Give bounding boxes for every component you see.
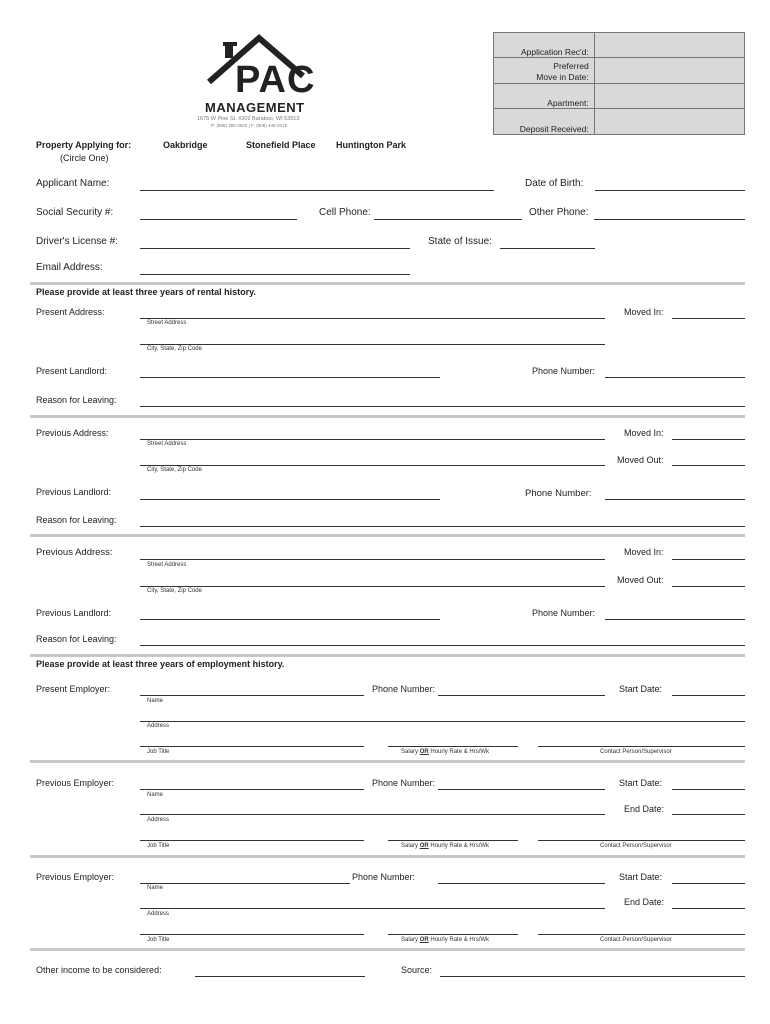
employer-name-field[interactable]	[140, 695, 364, 696]
salary-field[interactable]	[388, 840, 518, 841]
landlord-phone-label: Phone Number:	[525, 488, 592, 499]
previous-employer-label: Previous Employer:	[36, 778, 115, 788]
dob-field[interactable]	[595, 190, 745, 191]
office-use-table	[493, 32, 745, 135]
source-field[interactable]	[440, 976, 745, 977]
deposit-received-label: Deposit Received:	[494, 109, 595, 135]
application-recd-label: Application Rec'd:	[494, 33, 595, 58]
previous-city-field[interactable]	[140, 465, 605, 466]
landlord-phone-field[interactable]	[605, 377, 745, 378]
logo-address: 1675 W Pine St. #202 Baraboo, WI 53913	[197, 116, 300, 122]
reason-leaving-label: Reason for Leaving:	[36, 395, 117, 405]
property-option-stonefield[interactable]: Stonefield Place	[246, 140, 316, 150]
landlord-phone-field[interactable]	[605, 499, 745, 500]
present-street-field[interactable]	[140, 318, 605, 319]
ssn-field[interactable]	[140, 219, 297, 220]
cell-phone-label: Cell Phone:	[319, 207, 371, 218]
previous-landlord-label: Previous Landlord:	[36, 487, 112, 497]
cell-phone-field[interactable]	[374, 219, 522, 220]
section-divider	[30, 415, 745, 418]
logo-pac: PAC	[235, 59, 316, 101]
employer-name-field[interactable]	[140, 789, 364, 790]
moved-in-label: Moved In:	[624, 547, 664, 557]
reason-leaving-field[interactable]	[140, 526, 745, 527]
employer-phone-label: Phone Number:	[372, 778, 436, 788]
reason-leaving-field[interactable]	[140, 406, 745, 407]
company-logo	[195, 34, 335, 134]
end-date-field[interactable]	[672, 908, 745, 909]
previous-street-field[interactable]	[140, 439, 605, 440]
salary-caption: Salary OR Hourly Rate & Hrs/Wk	[401, 843, 490, 849]
source-label: Source:	[401, 965, 433, 975]
start-date-label: Start Date:	[619, 778, 663, 788]
previous-address-label: Previous Address:	[36, 428, 109, 438]
other-phone-field[interactable]	[594, 219, 745, 220]
start-date-field[interactable]	[672, 883, 745, 884]
contact-person-caption: Contact Person/Supervisor	[600, 749, 672, 755]
logo-phones: P: (608) 355-3542 | F: (608) 448-2019	[211, 123, 287, 128]
city-state-zip-caption: City, State, Zip Code	[147, 346, 202, 352]
state-issue-label: State of Issue:	[428, 236, 492, 247]
name-caption: Name	[147, 792, 164, 798]
property-option-oakbridge[interactable]: Oakbridge	[163, 140, 208, 150]
salary-field[interactable]	[388, 934, 518, 935]
section-divider	[30, 282, 745, 285]
city-state-zip-caption: City, State, Zip Code	[147, 467, 202, 473]
move-in-date-field[interactable]	[594, 58, 744, 84]
other-income-field[interactable]	[195, 976, 365, 977]
employer-address-field[interactable]	[140, 814, 605, 815]
section-divider	[30, 534, 745, 537]
job-title-field[interactable]	[140, 934, 364, 935]
employer-address-field[interactable]	[140, 721, 745, 722]
other-phone-label: Other Phone:	[529, 207, 589, 218]
street-address-caption: Street Address	[147, 562, 187, 568]
logo-management: MANAGEMENT	[205, 100, 305, 115]
contact-person-caption: Contact Person/Supervisor	[600, 937, 672, 943]
moved-out-field[interactable]	[672, 465, 745, 466]
job-title-caption: Job Title	[147, 937, 170, 943]
dob-label: Date of Birth:	[525, 178, 584, 189]
employer-phone-field[interactable]	[438, 695, 605, 696]
street-address-caption: Street Address	[147, 320, 187, 326]
section-divider	[30, 654, 745, 657]
contact-person-field[interactable]	[538, 840, 745, 841]
present-employer-label: Present Employer:	[36, 684, 111, 694]
salary-field[interactable]	[388, 746, 518, 747]
present-landlord-label: Present Landlord:	[36, 366, 108, 376]
reason-leaving-label: Reason for Leaving:	[36, 634, 117, 644]
previous-landlord-field[interactable]	[140, 499, 440, 500]
move-in-date-label: Preferred Move in Date:	[494, 58, 595, 84]
moved-in-field[interactable]	[672, 439, 745, 440]
rental-history-heading: Please provide at least three years of rental history.	[36, 287, 256, 297]
street-address-caption: Street Address	[147, 441, 187, 447]
employment-history-heading: Please provide at least three years of employment history.	[36, 659, 285, 669]
moved-out-field[interactable]	[672, 586, 745, 587]
job-title-caption: Job Title	[147, 843, 170, 849]
start-date-field[interactable]	[672, 695, 745, 696]
moved-out-label: Moved Out:	[617, 575, 664, 585]
email-field[interactable]	[140, 274, 410, 275]
contact-person-field[interactable]	[538, 746, 745, 747]
property-label: Property Applying for:	[36, 140, 132, 150]
property-option-huntington[interactable]: Huntington Park	[336, 140, 406, 150]
employer-phone-field[interactable]	[438, 789, 605, 790]
city-state-zip-caption: City, State, Zip Code	[147, 588, 202, 594]
moved-in-label: Moved In:	[624, 307, 664, 317]
employer-phone-label: Phone Number:	[352, 872, 416, 882]
salary-caption: Salary OR Hourly Rate & Hrs/Wk	[401, 749, 490, 755]
email-label: Email Address:	[36, 262, 103, 273]
job-title-caption: Job Title	[147, 749, 170, 755]
address-caption: Address	[147, 723, 170, 729]
moved-in-label: Moved In:	[624, 428, 664, 438]
moved-in-field[interactable]	[672, 559, 745, 560]
contact-person-field[interactable]	[538, 934, 745, 935]
section-divider	[30, 855, 745, 858]
section-divider	[30, 948, 745, 951]
other-income-label: Other income to be considered:	[36, 965, 162, 975]
section-divider	[30, 760, 745, 763]
license-label: Driver's License #:	[36, 236, 118, 247]
application-recd-field[interactable]	[594, 33, 744, 58]
applicant-name-field[interactable]	[140, 190, 494, 191]
previous-employer-label: Previous Employer:	[36, 872, 115, 882]
employer-name-field[interactable]	[140, 883, 350, 884]
landlord-phone-label: Phone Number:	[532, 366, 596, 376]
landlord-phone-field[interactable]	[605, 619, 745, 620]
previous-city-field[interactable]	[140, 586, 605, 587]
job-title-field[interactable]	[140, 746, 364, 747]
license-field[interactable]	[140, 248, 410, 249]
job-title-field[interactable]	[140, 840, 364, 841]
salary-caption: Salary OR Hourly Rate & Hrs/Wk	[401, 937, 490, 943]
deposit-received-field[interactable]	[594, 109, 744, 135]
apartment-field[interactable]	[594, 84, 744, 109]
landlord-phone-label: Phone Number:	[532, 608, 596, 618]
employer-phone-field[interactable]	[438, 883, 605, 884]
name-caption: Name	[147, 885, 164, 891]
moved-in-field[interactable]	[672, 318, 745, 319]
previous-landlord-field[interactable]	[140, 619, 440, 620]
applicant-name-label: Applicant Name:	[36, 178, 110, 189]
end-date-label: End Date:	[624, 804, 665, 814]
name-caption: Name	[147, 698, 164, 704]
moved-out-label: Moved Out:	[617, 455, 664, 465]
previous-address-label: Previous Address:	[36, 547, 113, 558]
state-issue-field[interactable]	[500, 248, 595, 249]
present-landlord-field[interactable]	[140, 377, 440, 378]
address-caption: Address	[147, 817, 170, 823]
start-date-field[interactable]	[672, 789, 745, 790]
present-city-field[interactable]	[140, 344, 605, 345]
address-caption: Address	[147, 911, 170, 917]
circle-one-note: (Circle One)	[60, 153, 109, 163]
start-date-label: Start Date:	[619, 684, 663, 694]
employer-address-field[interactable]	[140, 908, 605, 909]
present-address-label: Present Address:	[36, 307, 105, 317]
end-date-field[interactable]	[672, 814, 745, 815]
previous-street-field[interactable]	[140, 559, 605, 560]
previous-landlord-label: Previous Landlord:	[36, 608, 112, 618]
end-date-label: End Date:	[624, 897, 665, 907]
apartment-label: Apartment:	[494, 84, 595, 109]
ssn-label: Social Security #:	[36, 207, 114, 218]
reason-leaving-label: Reason for Leaving:	[36, 515, 117, 525]
employer-phone-label: Phone Number:	[372, 684, 436, 694]
reason-leaving-field[interactable]	[140, 645, 745, 646]
start-date-label: Start Date:	[619, 872, 663, 882]
contact-person-caption: Contact Person/Supervisor	[600, 843, 672, 849]
